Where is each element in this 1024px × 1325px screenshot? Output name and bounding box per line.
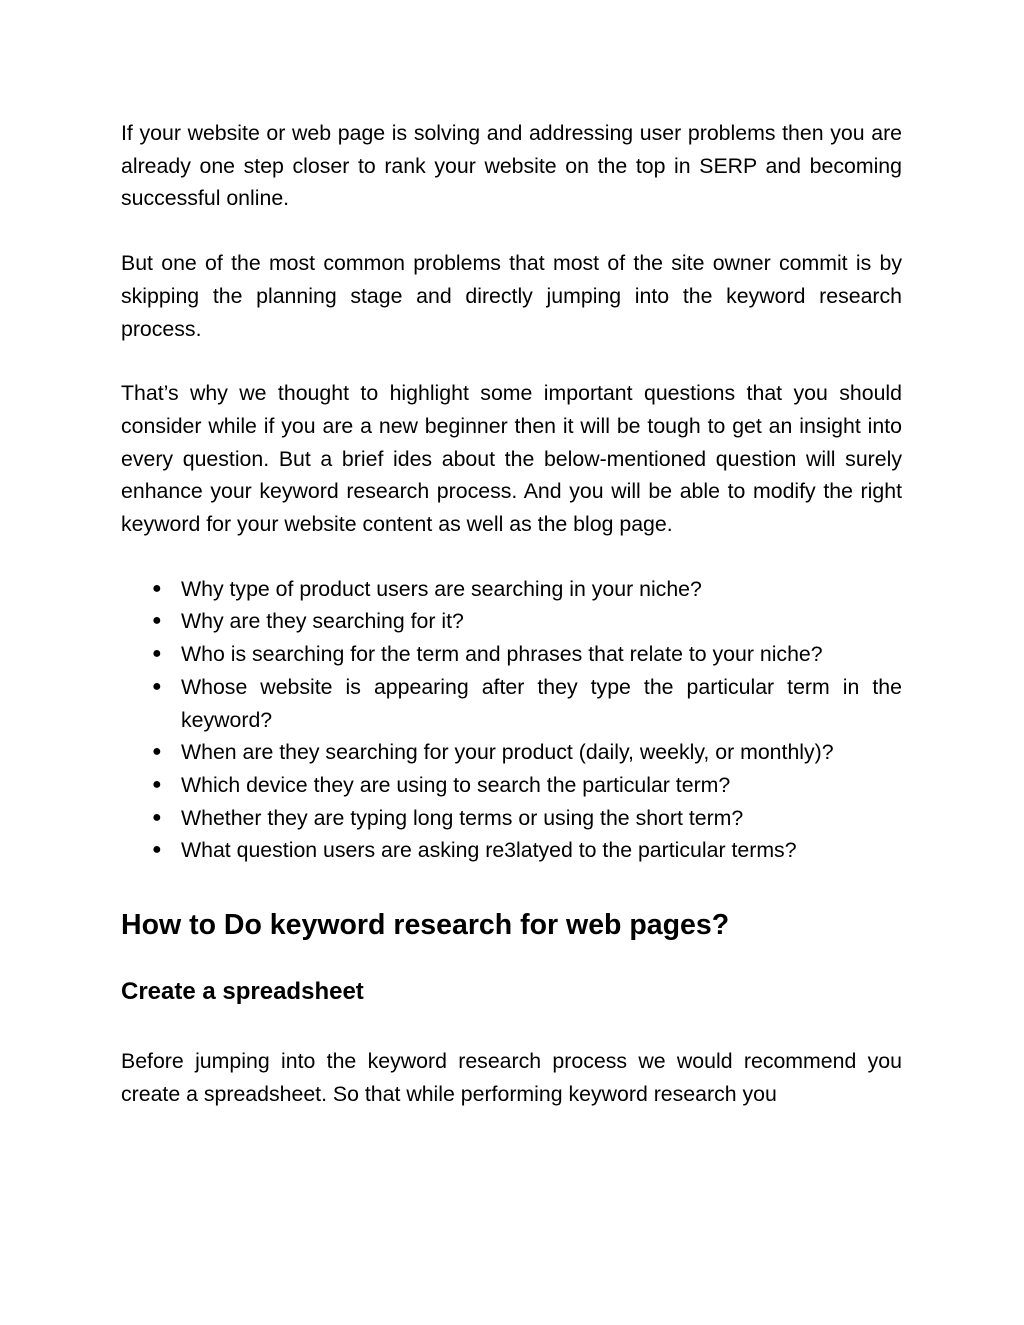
paragraph-spreadsheet: Before jumping into the keyword research process we would recommend you create a spreadsheet. So that while performing keyword research you	[121, 1049, 902, 1106]
paragraph-important-questions: That’s why we thought to highlight some important questions that you should consider while if you are a new beginner then it will be tough to get an insight into every question. But a brief ides about the below-mentioned question will surely enhance your keyword research process. And you will be able to modify the right keyword for your website content as well as the blog page.	[121, 381, 902, 537]
list-item	[121, 802, 902, 835]
list-item-text: Why type of product users are searching in your niche?	[181, 576, 702, 601]
paragraph-common-problems: But one of the most common problems that most of the site owner commit is by skipping the planning stage and directly jumping into the keyword research process.	[121, 251, 902, 341]
list-item	[121, 573, 902, 606]
bullet-icon: ●	[152, 579, 162, 597]
bullet-icon: ●	[152, 612, 162, 630]
list-item	[121, 736, 902, 769]
bullet-icon: ●	[152, 677, 162, 695]
document-page	[121, 117, 902, 1142]
list-item-text: Which device they are using to search the particular term?	[181, 772, 731, 797]
bullet-icon: ●	[152, 808, 162, 826]
list-item	[121, 834, 902, 867]
list-item	[121, 671, 902, 736]
list-item-text: Who is searching for the term and phrases that relate to your niche?	[181, 642, 823, 667]
bullet-icon: ●	[152, 743, 162, 761]
list-item	[121, 769, 902, 802]
list-item	[121, 605, 902, 638]
bullet-icon: ●	[152, 775, 162, 793]
bullet-icon: ●	[152, 645, 162, 663]
section-heading: How to Do keyword research for web pages?	[121, 909, 730, 942]
list-item-text: Whether they are typing long terms or using the short term?	[181, 805, 744, 830]
list-item-text: What question users are asking re3latyed to the particular terms?	[181, 838, 797, 863]
bullet-icon: ●	[152, 841, 162, 859]
list-item	[121, 638, 902, 671]
list-item-text: Why are they searching for it?	[181, 609, 464, 634]
paragraph-intro: If your website or web page is solving and addressing user problems then you are already one step closer to rank your website on the top in SERP and becoming successful online.	[121, 121, 902, 211]
list-item-text: Whose website is appearing after they type the particular term in the keyword?	[181, 674, 902, 732]
question-list	[121, 573, 902, 867]
list-item-text: When are they searching for your product (daily, weekly, or monthly)?	[181, 740, 834, 765]
subsection-heading: Create a spreadsheet	[121, 978, 364, 1006]
